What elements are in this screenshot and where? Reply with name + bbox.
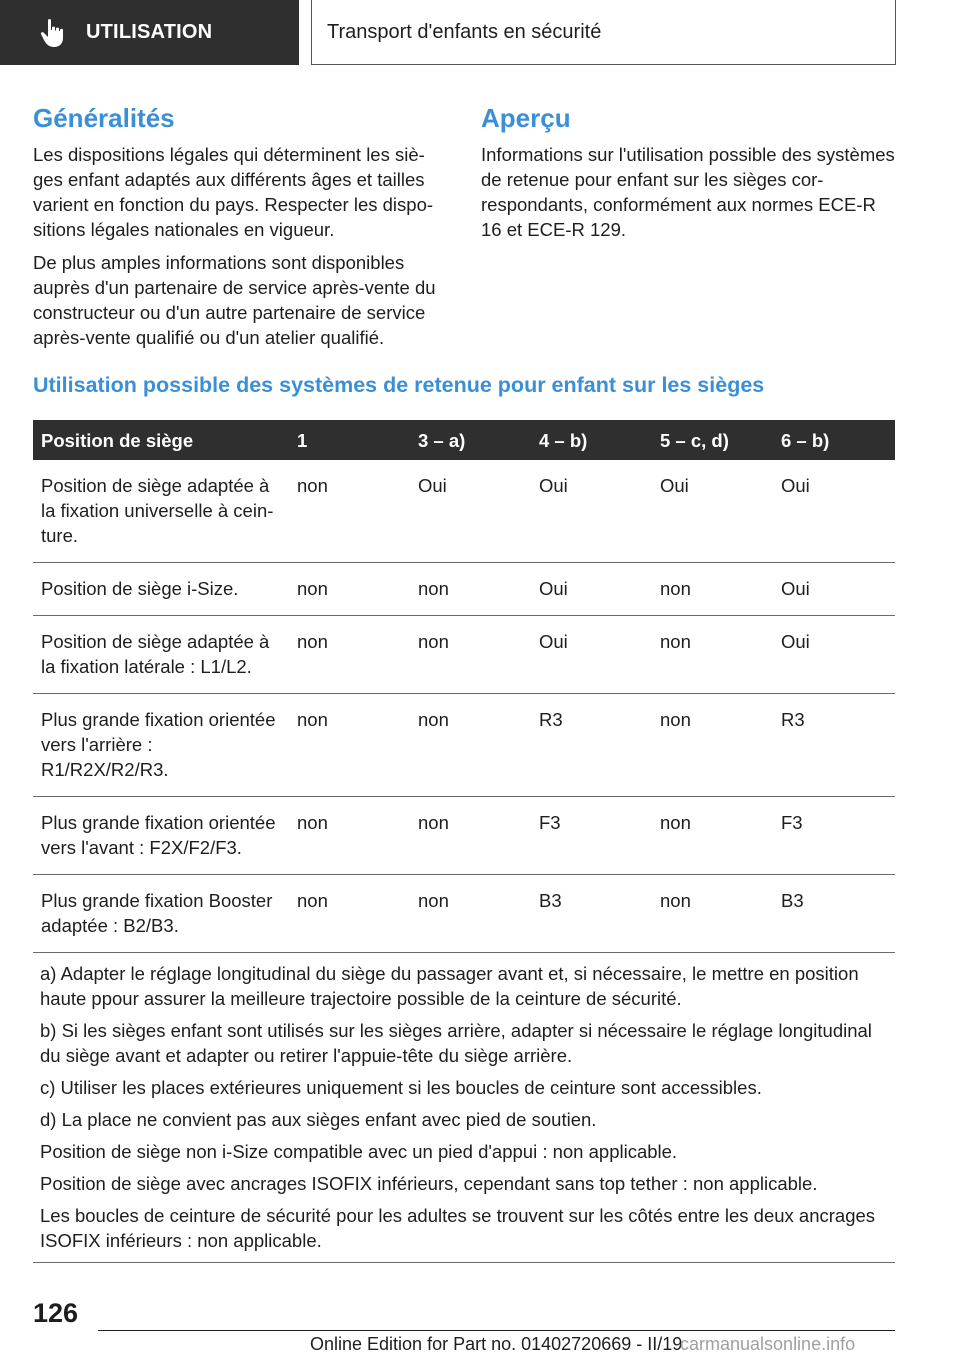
table-cell: Position de siège adaptée à la fixation universelle à ceinture. (41, 475, 274, 546)
apercu-paragraph: Informations sur l'utilisation possible des systèmes de retenue pour enfant sur les sièges correspondants, conformément aux normes ECE-R 16 et ECE-R 129. (481, 144, 895, 240)
generalites-paragraph-2: De plus amples informations sont disponibles auprès d'un partenaire de service après-vente du constructeur ou d'un autre partenaire de service après-vente qualifié ou d'un atelier qualifié. (33, 252, 436, 348)
table-cell: non (297, 475, 328, 496)
section-tab (0, 0, 299, 65)
table-cell: non (418, 812, 449, 833)
table-row (33, 694, 895, 797)
apercu-section (481, 103, 896, 250)
table-cell: non (297, 709, 328, 730)
table-cell: Plus grande fixation orientée vers l'avant : F2X/F2/F3. (41, 812, 276, 858)
generalites-heading: Généralités (33, 103, 175, 133)
page-title: Transport d'enfants en sécurité (327, 20, 602, 43)
table-cell: F3 (781, 812, 803, 833)
table-cell: Oui (539, 475, 568, 496)
table-title: Utilisation possible des systèmes de retenue pour enfant sur les sièges (33, 373, 765, 397)
table-cell: Oui (781, 578, 810, 599)
generalites-section (33, 103, 448, 358)
table-cell: non (297, 812, 328, 833)
table-cell: Oui (539, 631, 568, 652)
table-note: Les boucles de ceinture de sécurité pour les adultes se trouvent sur les côtés entre les deux ancrages ISOFIX inférieurs : non applicable. (40, 1205, 876, 1251)
table-note: d) La place ne convient pas aux sièges enfant avec pied de soutien. (40, 1109, 597, 1130)
table-row (33, 797, 895, 875)
table-cell: non (418, 631, 449, 652)
table-cell: non (660, 709, 691, 730)
hand-pointer-icon (40, 18, 66, 48)
table-cell: B3 (781, 890, 804, 911)
table-cell: non (418, 890, 449, 911)
table-note: b) Si les sièges enfant sont utilisés sur les sièges arrière, adapter si nécessaire le réglage longitudinal du siège avant et adapter ou retirer l'appuie-tête du siège arrière. (40, 1020, 872, 1066)
watermark-text: carmanualsonline.info (680, 1334, 856, 1354)
page-header (311, 0, 896, 65)
table-note: c) Utiliser les places extérieures uniquement si les boucles de ceinture sont accessibles. (40, 1077, 762, 1098)
child-seat-table (33, 420, 895, 1263)
table-note: Position de siège avec ancrages ISOFIX inférieurs, cependant sans top tether : non applicable. (40, 1173, 818, 1194)
table-cell: Position de siège adaptée à la fixation latérale : L1/L2. (41, 631, 270, 677)
table-cell: Plus grande fixation Booster adaptée : B2/B3. (41, 890, 273, 936)
header-cell: 1 (297, 429, 308, 451)
header-cell: 3 – a) (418, 429, 466, 451)
section-label: UTILISATION (86, 21, 213, 43)
table-row (33, 563, 895, 616)
table-cell: Plus grande fixation orientée vers l'arrière : R1/R2X/R2/R3. (41, 709, 276, 780)
table-row (33, 875, 895, 953)
table-cell: non (660, 578, 691, 599)
table-cell: F3 (539, 812, 561, 833)
table-cell: non (418, 578, 449, 599)
table-cell: Position de siège i-Size. (41, 578, 239, 599)
edition-label: Online Edition for Part no. 01402720669 - II/19 (310, 1334, 683, 1354)
footer-divider (98, 1330, 895, 1331)
header-cell: 5 – c, d) (660, 429, 729, 451)
table-cell: Oui (418, 475, 447, 496)
table-cell: non (297, 578, 328, 599)
table-row (33, 460, 895, 563)
table-cell: non (660, 631, 691, 652)
table-notes (33, 953, 895, 1263)
table-header-row (33, 420, 895, 460)
table-cell: R3 (781, 709, 805, 730)
table-cell: non (297, 890, 328, 911)
table-cell: non (660, 812, 691, 833)
table-cell: Oui (660, 475, 689, 496)
header-cell: 6 – b) (781, 429, 830, 451)
table-cell: Oui (781, 631, 810, 652)
table-cell: Oui (781, 475, 810, 496)
table-cell: non (418, 709, 449, 730)
table-cell: Oui (539, 578, 568, 599)
apercu-heading: Aperçu (481, 103, 571, 133)
page-number: 126 (33, 1298, 79, 1328)
table-cell: non (297, 631, 328, 652)
table-cell: non (660, 890, 691, 911)
table-cell: B3 (539, 890, 562, 911)
generalites-paragraph-1: Les dispositions légales qui déterminent les sièges enfant adaptés aux différents âges et tailles varient en fonction du pays. Respecter les dispositions légales nationales en vigueur. (33, 144, 434, 240)
header-cell: 4 – b) (539, 429, 588, 451)
table-note: Position de siège non i-Size compatible avec un pied d'appui : non applicable. (40, 1141, 678, 1162)
header-cell: Position de siège (41, 429, 194, 451)
table-cell: R3 (539, 709, 563, 730)
table-note: a) Adapter le réglage longitudinal du siège du passager avant et, si nécessaire, le mettre en position haute ppour assurer la meilleure trajectoire possible de la ceinture de sécurité. (40, 963, 859, 1009)
table-row (33, 616, 895, 694)
